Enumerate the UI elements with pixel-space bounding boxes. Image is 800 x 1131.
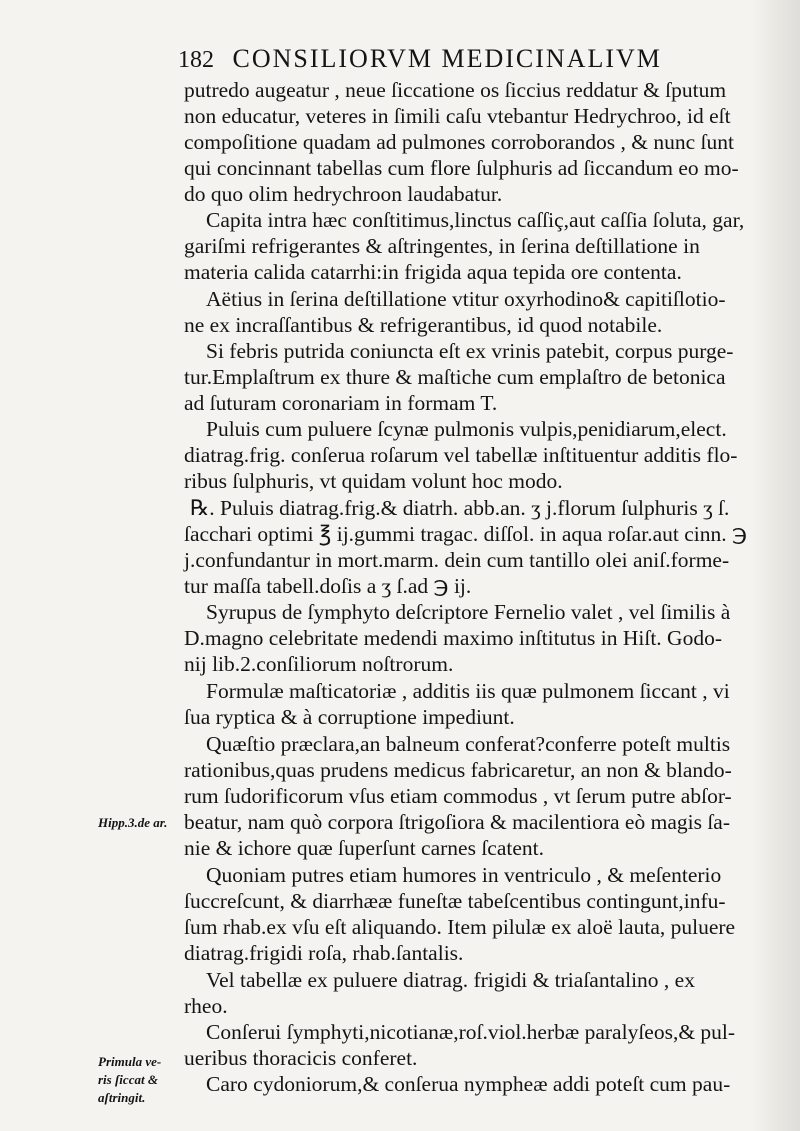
text-line: do quo olim hedrychroon laudabatur. [184,182,503,206]
margin-note: Primula ve- [98,1054,162,1069]
text-line: ſua ryptica & à corruptione impediunt. [184,705,515,729]
text-line: rationibus,quas prudens medicus fabricaretur, an non & blando- [184,758,732,782]
text-line: Quæſtio præclara,an balneum conferat?conferre poteſt multis [206,732,731,756]
text-line: tur.Emplaſtrum ex thure & maſtiche cum emplaſtro de betonica [184,365,726,389]
text-line: materia calida catarrhi:in frigida aqua tepida ore contenta. [184,260,682,284]
text-line: ad ſuturam coronariam in formam T. [184,391,498,415]
text-line: Formulæ maſticatoriæ , additis iis quæ pulmonem ſiccant , vi [206,679,730,703]
text-line: Aëtius in ſerina deſtillatione vtitur oxyrhodino& capitiſlotio- [206,287,726,311]
text-line: ℞. Puluis diatrag.frig.& diatrh. abb.an. ʒ j.florum ſulphuris ʒ ſ. [190,496,730,520]
text-line: non educatur, veteres in ſimili caſu vtebantur Hedrychroo, id eſt [184,104,731,128]
text-line: putredo augeatur , neue ſiccatione os ſiccius reddatur & ſputum [184,78,727,102]
text-line: gariſmi refrigerantes & aſtringentes, in ſerina deſtillatione in [184,234,700,258]
text-line: ſuccreſcunt, & diarrhææ funeſtæ tabeſcentibus contingunt,infu- [184,889,726,913]
text-line: diatrag.frigidi roſa, rhab.ſantalis. [184,941,464,965]
text-line: Capita intra hæc conſtitimus,linctus caſſiç,aut caſſia ſoluta, gar, [206,208,745,232]
text-line: nij lib.2.conſiliorum noſtrorum. [184,652,454,676]
text-line: ueribus thoracicis conferet. [184,1046,418,1070]
running-title: CONSILIORVM MEDICINALIVM [232,44,662,73]
text-line: Conſerui ſymphyti,nicotianæ,roſ.viol.herbæ paralyſeos,& pul- [206,1020,736,1044]
text-line: qui concinnant tabellas cum flore ſulphuris ad ſiccandum eo mo- [184,156,739,180]
text-line: compoſitione quadam ad pulmones corroborandos , & nunc ſunt [184,130,734,154]
text-line: nie & ichore quæ ſuperſunt carnes ſcatent. [184,836,544,860]
page-number: 182 [178,47,214,73]
margin-note: aſtringit. [98,1090,146,1105]
text-line: diatrag.frig. conſerua roſarum vel tabellæ inſtituentur additis flo- [184,443,738,467]
text-line: rheo. [184,994,228,1018]
text-line: Vel tabellæ ex puluere diatrag. frigidi & triaſantalino , ex [206,968,695,992]
margin-note: ris ſiccat & [98,1072,158,1087]
text-line: ſum rhab.ex vſu eſt aliquando. Item pilulæ ex aloë lauta, puluere [184,915,736,939]
text-line: Si febris putrida coniuncta eſt ex vrinis patebit, corpus purge- [206,339,734,363]
text-line: Puluis cum puluere ſcynæ pulmonis vulpis,penidiarum,elect. [206,417,727,441]
text-line: ribus ſulphuris, vt quidam volunt hoc modo. [184,469,563,493]
margin-note: Hipp.3.de ar. [98,815,168,830]
text-line: tur maſſa tabell.doſis a ʒ ſ.ad ℈ ij. [184,574,472,598]
text-line: beatur, nam quò corpora ſtrigoſiora & macilentiora eò magis ſa- [184,810,731,834]
text-line: j.confundantur in mort.marm. dein cum tantillo olei aniſ.forme- [184,548,730,572]
text-line: ne ex incraſſantibus & refrigerantibus, id quod notabile. [184,313,663,337]
text-line: D.magno celebritate medendi maximo inſtitutus in Hiſt. Godo- [184,626,722,650]
text-line: ſacchari optimi ℥ ij.gummi tragac. diſſol. in aqua roſar.aut cinn. ℈ [184,522,747,546]
text-line: Caro cydoniorum,& conſerua nympheæ addi poteſt cum pau- [206,1072,731,1096]
running-header [178,44,738,76]
text-line: Quoniam putres etiam humores in ventriculo , & meſenterio [206,863,722,887]
text-line: Syrupus de ſymphyto deſcriptore Fernelio valet , vel ſimilis à [206,600,731,624]
text-line: rum ſudorificorum vſus etiam commodus , vt ſerum putre abſor- [184,784,732,808]
